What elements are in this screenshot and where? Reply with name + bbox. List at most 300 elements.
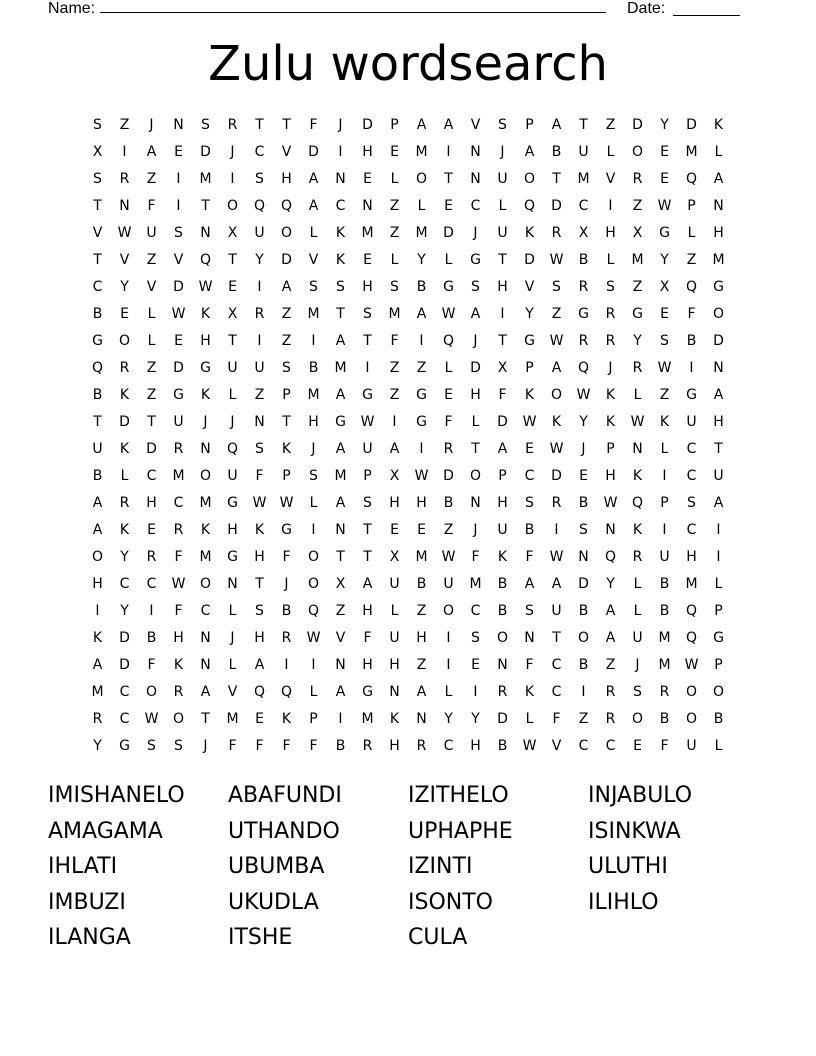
grid-letter[interactable]: P [525, 117, 534, 133]
grid-letter[interactable]: L [606, 252, 615, 268]
grid-letter[interactable]: K [335, 225, 346, 241]
grid-letter[interactable]: R [146, 549, 157, 565]
grid-letter[interactable]: T [336, 549, 345, 565]
grid-letter[interactable]: H [362, 144, 373, 160]
grid-letter[interactable]: H [605, 468, 616, 484]
grid-letter[interactable]: I [338, 144, 343, 160]
grid-letter[interactable]: X [227, 225, 238, 241]
grid-letter[interactable]: C [335, 198, 346, 214]
grid-letter[interactable]: O [496, 630, 509, 646]
grid-letter[interactable]: W [252, 495, 267, 511]
grid-letter[interactable]: L [417, 198, 426, 214]
grid-letter[interactable]: E [120, 306, 129, 322]
grid-letter[interactable]: Z [146, 171, 157, 187]
grid-letter[interactable]: E [579, 468, 588, 484]
grid-letter[interactable]: A [308, 198, 319, 214]
grid-letter[interactable]: X [227, 306, 238, 322]
grid-letter[interactable]: M [388, 306, 401, 322]
grid-letter[interactable]: O [226, 198, 239, 214]
grid-letter[interactable]: N [335, 522, 346, 538]
grid-letter[interactable]: B [92, 468, 103, 484]
grid-letter[interactable]: A [713, 171, 724, 187]
grid-letter[interactable]: D [578, 576, 589, 592]
grid-letter[interactable]: V [524, 279, 535, 295]
grid-letter[interactable]: L [633, 576, 642, 592]
grid-letter[interactable]: C [578, 198, 589, 214]
grid-letter[interactable]: M [415, 549, 428, 565]
grid-letter[interactable]: O [631, 711, 644, 727]
grid-letter[interactable]: E [444, 387, 453, 403]
grid-letter[interactable]: Z [632, 198, 643, 214]
grid-letter[interactable]: F [174, 603, 183, 619]
grid-letter[interactable]: H [713, 225, 724, 241]
grid-letter[interactable]: I [662, 468, 667, 484]
grid-letter[interactable]: Z [335, 603, 346, 619]
grid-letter[interactable]: J [311, 441, 316, 457]
grid-letter[interactable]: W [657, 360, 672, 376]
grid-letter[interactable]: L [228, 387, 237, 403]
grid-letter[interactable]: W [279, 495, 294, 511]
grid-letter[interactable]: H [605, 225, 616, 241]
grid-letter[interactable]: G [686, 387, 697, 403]
grid-letter[interactable]: W [684, 657, 699, 673]
grid-letter[interactable]: I [176, 171, 181, 187]
grid-letter[interactable]: V [470, 117, 481, 133]
grid-letter[interactable]: B [497, 738, 508, 754]
grid-letter[interactable]: A [335, 495, 346, 511]
grid-letter[interactable]: M [307, 306, 320, 322]
grid-letter[interactable]: T [552, 171, 561, 187]
grid-letter[interactable]: I [662, 522, 667, 538]
grid-letter[interactable]: R [551, 495, 562, 511]
grid-letter[interactable]: A [497, 441, 508, 457]
grid-letter[interactable]: T [228, 252, 237, 268]
grid-letter[interactable]: W [657, 198, 672, 214]
grid-letter[interactable]: S [606, 279, 615, 295]
grid-letter[interactable]: K [173, 657, 184, 673]
grid-letter[interactable]: C [119, 684, 130, 700]
grid-letter[interactable]: C [686, 468, 697, 484]
grid-letter[interactable]: N [200, 630, 211, 646]
grid-letter[interactable]: M [361, 225, 374, 241]
grid-letter[interactable]: C [551, 684, 562, 700]
grid-letter[interactable]: W [441, 549, 456, 565]
grid-letter[interactable]: O [685, 684, 698, 700]
grid-letter[interactable]: Z [416, 657, 427, 673]
grid-letter[interactable]: F [309, 117, 318, 133]
grid-letter[interactable]: F [255, 738, 264, 754]
grid-letter[interactable]: Z [416, 603, 427, 619]
grid-letter[interactable]: S [255, 171, 264, 187]
grid-letter[interactable]: Y [579, 414, 588, 430]
grid-letter[interactable]: H [497, 279, 508, 295]
grid-letter[interactable]: M [199, 171, 212, 187]
grid-letter[interactable]: W [522, 738, 537, 754]
grid-letter[interactable]: P [363, 468, 372, 484]
grid-letter[interactable]: U [632, 630, 643, 646]
grid-letter[interactable]: E [174, 333, 183, 349]
grid-letter[interactable]: A [281, 279, 292, 295]
grid-letter[interactable]: W [549, 252, 564, 268]
grid-letter[interactable]: O [550, 387, 563, 403]
grid-letter[interactable]: A [524, 576, 535, 592]
grid-letter[interactable]: K [713, 117, 724, 133]
grid-letter[interactable]: F [444, 414, 453, 430]
grid-letter[interactable]: N [713, 360, 724, 376]
grid-letter[interactable]: D [524, 252, 535, 268]
grid-letter[interactable]: G [416, 414, 427, 430]
grid-letter[interactable]: E [390, 144, 399, 160]
grid-letter[interactable]: M [91, 684, 104, 700]
grid-letter[interactable]: Z [146, 252, 157, 268]
grid-letter[interactable]: N [119, 198, 130, 214]
grid-letter[interactable]: I [716, 549, 721, 565]
grid-letter[interactable]: W [630, 414, 645, 430]
grid-letter[interactable]: O [415, 171, 428, 187]
grid-letter[interactable]: Q [91, 360, 104, 376]
grid-letter[interactable]: Q [253, 684, 266, 700]
grid-letter[interactable]: Q [226, 441, 239, 457]
grid-letter[interactable]: I [581, 684, 586, 700]
grid-letter[interactable]: Z [281, 333, 292, 349]
grid-letter[interactable]: I [554, 522, 559, 538]
grid-letter[interactable]: Z [389, 360, 400, 376]
grid-letter[interactable]: K [389, 711, 400, 727]
grid-letter[interactable]: G [578, 306, 589, 322]
grid-letter[interactable]: D [497, 414, 508, 430]
grid-letter[interactable]: K [92, 630, 103, 646]
grid-letter[interactable]: R [416, 738, 427, 754]
grid-letter[interactable]: B [308, 360, 319, 376]
grid-letter[interactable]: R [227, 117, 238, 133]
grid-letter[interactable]: T [552, 630, 561, 646]
grid-letter[interactable]: P [498, 468, 507, 484]
grid-letter[interactable]: F [390, 333, 399, 349]
grid-letter[interactable]: M [334, 468, 347, 484]
grid-letter[interactable]: A [308, 171, 319, 187]
grid-letter[interactable]: C [119, 711, 130, 727]
grid-letter[interactable]: G [281, 522, 292, 538]
grid-letter[interactable]: B [497, 603, 508, 619]
grid-letter[interactable]: H [362, 603, 373, 619]
grid-letter[interactable]: M [334, 360, 347, 376]
grid-letter[interactable]: V [92, 225, 103, 241]
grid-letter[interactable]: S [687, 495, 696, 511]
grid-letter[interactable]: T [363, 522, 372, 538]
grid-letter[interactable]: T [579, 117, 588, 133]
grid-letter[interactable]: B [146, 630, 157, 646]
grid-letter[interactable]: U [686, 414, 697, 430]
grid-letter[interactable]: R [119, 171, 130, 187]
grid-letter[interactable]: E [255, 711, 264, 727]
grid-letter[interactable]: R [173, 684, 184, 700]
grid-letter[interactable]: N [200, 225, 211, 241]
grid-letter[interactable]: U [686, 738, 697, 754]
grid-letter[interactable]: D [119, 657, 130, 673]
grid-letter[interactable]: G [443, 279, 454, 295]
grid-letter[interactable]: K [632, 468, 643, 484]
grid-letter[interactable]: P [525, 360, 534, 376]
grid-letter[interactable]: H [92, 576, 103, 592]
grid-letter[interactable]: B [92, 306, 103, 322]
grid-letter[interactable]: T [201, 711, 210, 727]
grid-letter[interactable]: B [578, 252, 589, 268]
grid-letter[interactable]: S [579, 522, 588, 538]
grid-letter[interactable]: I [392, 414, 397, 430]
grid-letter[interactable]: C [254, 144, 265, 160]
grid-letter[interactable]: I [446, 630, 451, 646]
grid-letter[interactable]: N [227, 576, 238, 592]
grid-letter[interactable]: Z [578, 711, 589, 727]
grid-letter[interactable]: D [173, 279, 184, 295]
grid-letter[interactable]: P [606, 441, 615, 457]
grid-letter[interactable]: Y [660, 252, 669, 268]
grid-letter[interactable]: J [473, 522, 478, 538]
grid-letter[interactable]: I [257, 333, 262, 349]
grid-letter[interactable]: R [254, 306, 265, 322]
grid-letter[interactable]: V [119, 252, 130, 268]
grid-letter[interactable]: N [200, 441, 211, 457]
grid-letter[interactable]: R [173, 522, 184, 538]
grid-letter[interactable]: B [335, 738, 346, 754]
grid-letter[interactable]: G [416, 387, 427, 403]
grid-letter[interactable]: C [551, 657, 562, 673]
grid-letter[interactable]: Z [146, 387, 157, 403]
grid-letter[interactable]: R [119, 495, 130, 511]
grid-letter[interactable]: Q [685, 630, 698, 646]
grid-letter[interactable]: U [146, 225, 157, 241]
grid-letter[interactable]: R [119, 360, 130, 376]
grid-letter[interactable]: R [173, 441, 184, 457]
grid-letter[interactable]: T [444, 171, 453, 187]
grid-letter[interactable]: O [442, 603, 455, 619]
grid-letter[interactable]: F [174, 549, 183, 565]
grid-letter[interactable]: K [551, 414, 562, 430]
grid-letter[interactable]: M [712, 252, 725, 268]
grid-letter[interactable]: W [603, 495, 618, 511]
grid-letter[interactable]: C [524, 468, 535, 484]
grid-letter[interactable]: O [307, 576, 320, 592]
grid-letter[interactable]: U [173, 414, 184, 430]
grid-letter[interactable]: N [416, 711, 427, 727]
grid-letter[interactable]: L [309, 684, 318, 700]
grid-letter[interactable]: G [659, 225, 670, 241]
grid-letter[interactable]: I [284, 657, 289, 673]
grid-letter[interactable]: H [713, 414, 724, 430]
grid-letter[interactable]: H [497, 495, 508, 511]
grid-letter[interactable]: V [146, 279, 157, 295]
grid-letter[interactable]: W [549, 549, 564, 565]
grid-letter[interactable]: U [362, 441, 373, 457]
grid-letter[interactable]: Z [443, 522, 454, 538]
grid-letter[interactable]: K [119, 441, 130, 457]
grid-letter[interactable]: B [578, 603, 589, 619]
grid-letter[interactable]: J [608, 360, 613, 376]
grid-letter[interactable]: S [525, 603, 534, 619]
grid-letter[interactable]: W [306, 630, 321, 646]
grid-letter[interactable]: H [362, 279, 373, 295]
grid-letter[interactable]: S [93, 117, 102, 133]
grid-letter[interactable]: O [685, 711, 698, 727]
grid-letter[interactable]: H [281, 171, 292, 187]
grid-letter[interactable]: F [309, 738, 318, 754]
grid-letter[interactable]: Q [685, 171, 698, 187]
grid-letter[interactable]: R [632, 549, 643, 565]
grid-letter[interactable]: E [363, 252, 372, 268]
grid-letter[interactable]: F [363, 630, 372, 646]
grid-letter[interactable]: Z [389, 387, 400, 403]
grid-letter[interactable]: X [389, 549, 400, 565]
grid-letter[interactable]: R [632, 171, 643, 187]
grid-letter[interactable]: H [416, 495, 427, 511]
grid-letter[interactable]: A [713, 495, 724, 511]
grid-letter[interactable]: H [470, 738, 481, 754]
grid-letter[interactable]: I [257, 279, 262, 295]
grid-letter[interactable]: U [92, 441, 103, 457]
grid-letter[interactable]: W [549, 441, 564, 457]
grid-letter[interactable]: O [91, 549, 104, 565]
grid-letter[interactable]: M [658, 657, 671, 673]
grid-letter[interactable]: N [362, 198, 373, 214]
grid-letter[interactable]: N [200, 657, 211, 673]
grid-letter[interactable]: M [199, 549, 212, 565]
grid-letter[interactable]: K [281, 711, 292, 727]
grid-letter[interactable]: E [471, 657, 480, 673]
grid-letter[interactable]: J [338, 117, 343, 133]
grid-letter[interactable]: R [281, 630, 292, 646]
grid-letter[interactable]: A [551, 360, 562, 376]
grid-letter[interactable]: N [335, 657, 346, 673]
grid-letter[interactable]: C [146, 468, 157, 484]
grid-letter[interactable]: H [389, 495, 400, 511]
grid-letter[interactable]: K [119, 522, 130, 538]
grid-letter[interactable]: A [551, 117, 562, 133]
grid-letter[interactable]: G [227, 495, 238, 511]
grid-letter[interactable]: K [659, 414, 670, 430]
grid-letter[interactable]: C [578, 738, 589, 754]
grid-letter[interactable]: D [281, 252, 292, 268]
grid-letter[interactable]: F [147, 657, 156, 673]
grid-letter[interactable]: W [576, 387, 591, 403]
grid-letter[interactable]: Z [605, 117, 616, 133]
grid-letter[interactable]: R [605, 711, 616, 727]
grid-letter[interactable]: C [443, 738, 454, 754]
grid-letter[interactable]: Y [417, 252, 426, 268]
grid-letter[interactable]: E [228, 279, 237, 295]
grid-letter[interactable]: F [498, 387, 507, 403]
grid-letter[interactable]: T [255, 576, 264, 592]
grid-letter[interactable]: I [311, 333, 316, 349]
grid-letter[interactable]: H [389, 657, 400, 673]
grid-letter[interactable]: N [632, 441, 643, 457]
grid-letter[interactable]: H [173, 630, 184, 646]
grid-letter[interactable]: H [686, 549, 697, 565]
grid-letter[interactable]: I [149, 603, 154, 619]
grid-letter[interactable]: A [146, 144, 157, 160]
grid-letter[interactable]: V [281, 144, 292, 160]
grid-letter[interactable]: N [254, 414, 265, 430]
grid-letter[interactable]: A [443, 117, 454, 133]
grid-letter[interactable]: R [605, 684, 616, 700]
grid-letter[interactable]: U [713, 468, 724, 484]
grid-letter[interactable]: S [309, 279, 318, 295]
grid-letter[interactable]: Z [146, 360, 157, 376]
grid-letter[interactable]: L [633, 603, 642, 619]
grid-letter[interactable]: V [335, 630, 346, 646]
grid-letter[interactable]: B [497, 576, 508, 592]
name-field-line[interactable] [100, 0, 606, 13]
grid-letter[interactable]: E [660, 144, 669, 160]
grid-letter[interactable]: W [522, 414, 537, 430]
grid-letter[interactable]: Q [604, 549, 617, 565]
grid-letter[interactable]: S [471, 279, 480, 295]
grid-letter[interactable]: C [470, 603, 481, 619]
grid-letter[interactable]: E [444, 198, 453, 214]
grid-letter[interactable]: K [200, 387, 211, 403]
grid-letter[interactable]: B [713, 711, 724, 727]
grid-letter[interactable]: L [390, 171, 399, 187]
grid-letter[interactable]: G [200, 360, 211, 376]
grid-letter[interactable]: H [254, 549, 265, 565]
grid-letter[interactable]: A [389, 441, 400, 457]
grid-letter[interactable]: X [335, 576, 346, 592]
grid-letter[interactable]: L [633, 387, 642, 403]
grid-letter[interactable]: Y [255, 252, 264, 268]
grid-letter[interactable]: S [363, 495, 372, 511]
grid-letter[interactable]: Q [685, 279, 698, 295]
grid-letter[interactable]: J [635, 657, 640, 673]
grid-letter[interactable]: Z [416, 360, 427, 376]
grid-letter[interactable]: S [174, 738, 183, 754]
grid-letter[interactable]: U [389, 630, 400, 646]
grid-letter[interactable]: A [92, 657, 103, 673]
grid-letter[interactable]: T [147, 414, 156, 430]
grid-letter[interactable]: F [660, 738, 669, 754]
grid-letter[interactable]: E [147, 522, 156, 538]
grid-letter[interactable]: M [415, 144, 428, 160]
grid-letter[interactable]: O [577, 630, 590, 646]
grid-letter[interactable]: M [172, 468, 185, 484]
grid-letter[interactable]: L [444, 684, 453, 700]
grid-letter[interactable]: F [255, 468, 264, 484]
grid-letter[interactable]: I [311, 522, 316, 538]
grid-letter[interactable]: B [686, 333, 697, 349]
grid-letter[interactable]: M [685, 576, 698, 592]
grid-letter[interactable]: Q [253, 198, 266, 214]
grid-letter[interactable]: L [444, 360, 453, 376]
grid-letter[interactable]: E [633, 738, 642, 754]
grid-letter[interactable]: X [389, 468, 400, 484]
grid-letter[interactable]: T [93, 252, 102, 268]
grid-letter[interactable]: M [415, 225, 428, 241]
grid-letter[interactable]: A [254, 657, 265, 673]
grid-letter[interactable]: R [659, 684, 670, 700]
grid-letter[interactable]: A [605, 630, 616, 646]
grid-letter[interactable]: N [713, 198, 724, 214]
grid-letter[interactable]: Y [633, 333, 642, 349]
grid-letter[interactable]: T [363, 333, 372, 349]
grid-letter[interactable]: F [525, 549, 534, 565]
grid-letter[interactable]: L [309, 495, 318, 511]
grid-letter[interactable]: A [362, 576, 373, 592]
grid-letter[interactable]: K [605, 387, 616, 403]
grid-letter[interactable]: J [230, 144, 235, 160]
grid-letter[interactable]: Q [685, 603, 698, 619]
grid-letter[interactable]: I [230, 171, 235, 187]
grid-letter[interactable]: T [228, 333, 237, 349]
grid-letter[interactable]: M [307, 387, 320, 403]
grid-letter[interactable]: J [149, 117, 154, 133]
